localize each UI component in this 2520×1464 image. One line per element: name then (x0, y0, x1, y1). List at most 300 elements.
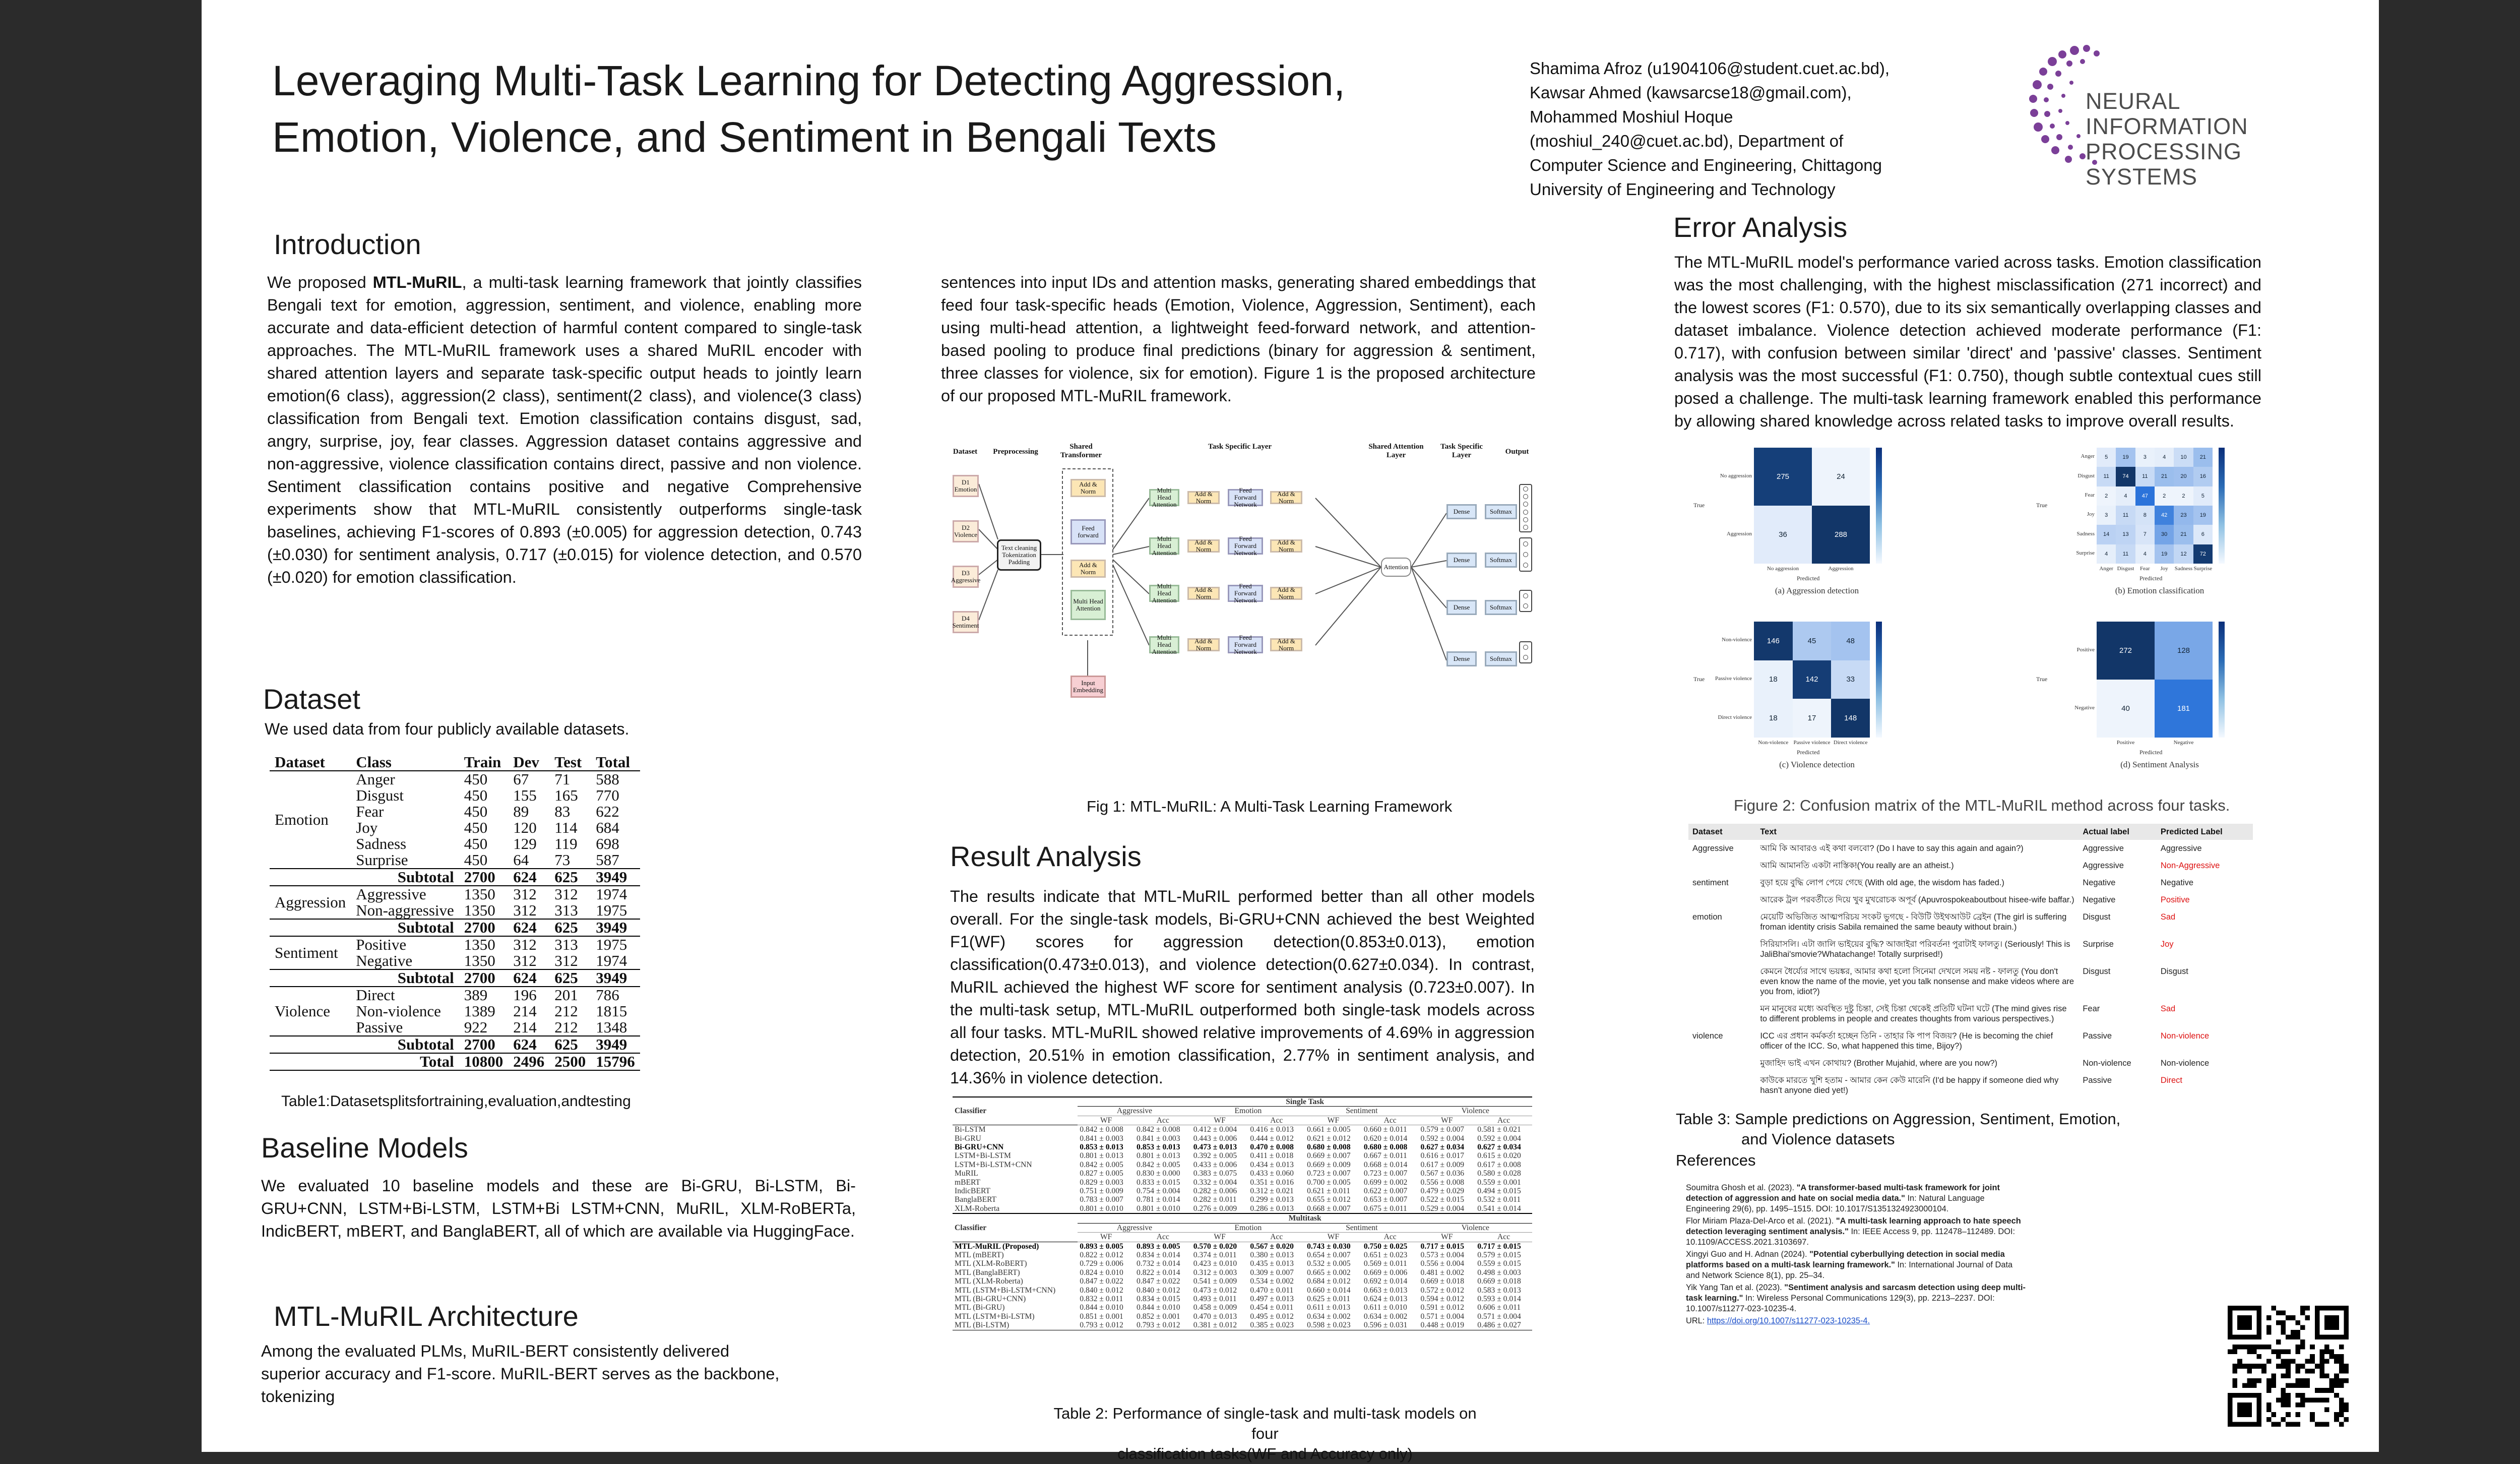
table-cell: 770 (596, 786, 619, 804)
results-cell: 0.717 ± 0.015 (1477, 1242, 1521, 1251)
cm-cell: 17 (1793, 699, 1832, 738)
results-metric-cell: Acc (1135, 1116, 1191, 1125)
results-cell: 0.827 ± 0.005 (1080, 1169, 1123, 1178)
samples-row (1688, 857, 2253, 874)
samples-row (1688, 840, 2253, 857)
samples-text-cell: বুড়া হয়ে বুদ্ধি লোপ পেয়ে গেছে (With old age, the wisdom has faded.) (1760, 878, 2004, 887)
results-cell: 0.834 ± 0.015 (1137, 1294, 1180, 1303)
cm-colorbar (2219, 622, 2225, 738)
samples-text-cell: মন মানুষের মধ্যে অবস্থিত দুষ্টু চিন্তা, সেই চিন্তা থেকেই প্রতিটি ঘটনা ঘটে (The mind gives rise to different problems in people and creates thoughts from various perspectives.) (1760, 1004, 2067, 1023)
results-cell: 0.783 ± 0.007 (1080, 1195, 1123, 1204)
table-cell: 1350 (464, 901, 495, 919)
samples-text-cell: কেমনে ধৈর্য্যের সাথে ভয়ঙ্কর, আমার কথা হলো সিনেমা দেখলে সময় নষ্ট - ফালতু (You don't even know the name of the movie, yet you talk nonsense and make videos where are you from, idiot?) (1760, 967, 2074, 996)
cm-row-label: Direct violence (1718, 714, 1752, 720)
fig-softmax: Softmax (1485, 600, 1517, 615)
table-cell: 1350 (464, 885, 495, 903)
architecture-heading: MTL-MuRIL Architecture (274, 1300, 579, 1332)
subtotal-row (270, 969, 640, 987)
table-cell: 450 (464, 786, 488, 804)
reference-item (1686, 1183, 2029, 1214)
architecture-text-2: sentences into input IDs and attention masks, generating shared embeddings that feed four task-specific heads (Emotion, Violence, Aggression, Sentiment), each using multi-head attention, a lightweight feed-forward network, and attention-based pooling to produce final predictions (binary for aggression & sentiment, three classes for violence, six for emotion). Figure 1 is the proposed architecture of our proposed MTL-MuRIL framework. (941, 273, 1536, 405)
references-heading: References (1676, 1151, 1756, 1169)
samples-actual-cell: Surprise (2083, 940, 2114, 949)
ref-url-label: URL: (1686, 1316, 1707, 1325)
results-cell: 0.312 ± 0.003 (1193, 1268, 1237, 1277)
results-cell: 0.493 ± 0.011 (1193, 1294, 1237, 1303)
cm-cell: 11 (2135, 467, 2155, 486)
table-cell: 622 (596, 803, 619, 820)
ref-authors: Flor Miriam Plaza-Del-Arco et al. (2021). (1686, 1216, 1836, 1226)
results-cell: 0.893 ± 0.005 (1080, 1242, 1123, 1251)
results-cell: 0.668 ± 0.014 (1363, 1160, 1408, 1169)
results-cell: 0.669 ± 0.006 (1363, 1268, 1408, 1277)
table-cell: Positive (356, 936, 407, 953)
table-cell: 684 (596, 819, 619, 836)
table-cell: 165 (554, 786, 578, 804)
cm-row-label: Non-violence (1722, 637, 1752, 643)
fig-head-ffn: Feed Forward Network (1228, 585, 1263, 602)
cm-row-label: Disgust (2077, 472, 2095, 479)
results-task-cell: Aggressive (1078, 1107, 1191, 1116)
ref-title: "Sentiment analysis and sarcasm detection using deep multi-task learning." (1686, 1283, 2026, 1303)
cm-cell: 42 (2155, 506, 2174, 525)
results-cell: XLM-Roberta (953, 1204, 1078, 1213)
error-text: The MTL-MuRIL model's performance varied across tasks. Emotion classification was the most challenging, with the highest misclassification (271 incorrect) and the lowest scores (F1: 0.570), due to its six semantically overlapping classes and dataset imbalance. Violence detection achieved moderate performance (F1: 0.717), with confusion between similar 'direct' and 'passive' classes. Sentiment analysis was the most successful (F1: 0.750), though subtle contextual cues still posed a challenge. The multi-task learning framework enabled this performance by allowing shared knowledge across related tasks to improve overall results. (1674, 253, 2261, 430)
samples-actual-cell: Passive (2083, 1076, 2112, 1085)
results-cell: MTL (Bi-GRU+CNN) (955, 1294, 1026, 1303)
results-cell: 0.692 ± 0.014 (1363, 1277, 1408, 1286)
results-cell: 0.660 ± 0.014 (1307, 1286, 1351, 1295)
fig-output-node (1523, 541, 1528, 546)
results-cell: 0.596 ± 0.031 (1362, 1321, 1419, 1330)
table-cell: 450 (464, 803, 488, 820)
results-cell: 0.732 ± 0.014 (1137, 1259, 1180, 1268)
results-cell: MTL-MuRIL (Proposed) (955, 1242, 1039, 1251)
results-cell: 0.351 ± 0.016 (1250, 1178, 1294, 1187)
fig-output-node (1523, 593, 1528, 598)
results-section-row (953, 1097, 1532, 1107)
results-task-cell: Emotion (1191, 1223, 1305, 1232)
samples-actual-cell: Disgust (2083, 967, 2111, 976)
cm-cell: 18 (1754, 699, 1793, 738)
results-task-cell: Sentiment (1305, 1107, 1418, 1116)
results-cell: 0.571 ± 0.004 (1420, 1312, 1465, 1321)
table-cell: 71 (554, 770, 571, 788)
fig-enc-mha: Multi Head Attention (1073, 597, 1103, 612)
results-cell: 0.412 ± 0.004 (1193, 1125, 1237, 1134)
table-cell: 1348 (596, 1018, 627, 1036)
fig-output-node (1523, 603, 1528, 608)
table-cell: 312 (513, 901, 537, 919)
table-header-cell: Train (459, 754, 509, 771)
cm-cell: 21 (2193, 448, 2213, 467)
samples-predicted-cell: Disgust (2160, 967, 2188, 976)
ref-rest: In: Natural Language Engineering 29(6), pp. 1495–1515. DOI: 10.1017/S1351324923000104. (1686, 1194, 1985, 1213)
table-cell: 2700 (459, 1036, 509, 1053)
fig-output-nodes (1519, 484, 1532, 532)
results-cell: 0.620 ± 0.014 (1363, 1134, 1408, 1143)
results-cell: 0.793 ± 0.012 (1135, 1321, 1191, 1330)
samples-caption-2: and Violence datasets (1741, 1130, 1895, 1148)
fig-head-ffn: Feed Forward Network (1228, 537, 1263, 555)
title-line-1: Leveraging Multi-Task Learning for Detecting Aggression, (272, 57, 1346, 104)
fig-preprocessing: Text cleaning Tokenization Padding (1001, 544, 1037, 566)
results-cell: 0.534 ± 0.002 (1250, 1277, 1294, 1286)
table-cell: 588 (596, 770, 619, 788)
results-cell: BanglaBERT (955, 1195, 997, 1204)
results-cell: 0.842 ± 0.005 (1137, 1160, 1180, 1169)
cm-col-label: Anger (2099, 566, 2113, 572)
results-row (953, 1151, 1532, 1160)
results-row (953, 1187, 1532, 1195)
table-cell: 1815 (596, 1002, 627, 1020)
fig-col-dataset: Dataset (953, 448, 978, 456)
results-row (953, 1242, 1532, 1251)
results-cell: 0.380 ± 0.013 (1250, 1250, 1294, 1259)
results-row (953, 1204, 1532, 1213)
cm-row-label: Anger (2081, 453, 2095, 460)
fig-dataset-d3: D3 Aggressive (951, 569, 981, 584)
cm-cell: 11 (2097, 467, 2116, 486)
results-cell: 0.592 ± 0.004 (1420, 1134, 1465, 1143)
results-cell: 0.699 ± 0.002 (1363, 1178, 1408, 1187)
fig-output-node (1523, 486, 1528, 492)
samples-header-cell: Predicted Label (2157, 824, 2253, 840)
ref-rest: In: International Journal of Data and Network Science 8(1), pp. 25–34. (1686, 1260, 2013, 1280)
cm-colorbar (1876, 448, 1882, 564)
samples-text-cell: আমি আমানতি একটা নাস্তিক!(You really are an atheist.) (1760, 861, 1954, 870)
dataset-group-name: Violence (275, 1002, 331, 1020)
samples-actual-cell: Passive (2083, 1031, 2112, 1041)
results-metric-cell: WF (1419, 1233, 1476, 1242)
results-cell: 0.522 ± 0.015 (1420, 1195, 1465, 1204)
table-cell (270, 1053, 351, 1070)
results-cell: 0.832 ± 0.011 (1080, 1294, 1123, 1303)
samples-row (1688, 908, 2253, 936)
results-cell: 0.624 ± 0.013 (1363, 1294, 1408, 1303)
author-line: University of Engineering and Technology (1530, 180, 1836, 199)
results-cell: 0.473 ± 0.013 (1193, 1143, 1237, 1152)
samples-row (1688, 1000, 2253, 1027)
arch-line-2: superior accuracy and F1-score. MuRIL-BERT serves as the backbone, tokenizing (261, 1365, 780, 1406)
results-cell: 0.781 ± 0.014 (1137, 1195, 1180, 1204)
results-row (953, 1195, 1532, 1204)
samples-row (1688, 1072, 2253, 1099)
cm-cell: 4 (2155, 448, 2174, 467)
fig-dataset-d4: D4 Sentiment (952, 615, 979, 629)
results-cell: 0.665 ± 0.002 (1307, 1268, 1351, 1277)
table-cell: Direct (356, 986, 395, 1004)
cm-col-label: Negative (2173, 740, 2194, 746)
results-cell: 0.433 ± 0.006 (1193, 1160, 1237, 1169)
results-cell: 0.834 ± 0.014 (1137, 1250, 1180, 1259)
results-section-label: Single Task (1078, 1097, 1532, 1107)
table-cell (270, 869, 351, 886)
results-cell: 0.572 ± 0.012 (1420, 1286, 1465, 1295)
ref-url-link[interactable]: https://doi.org/10.1007/s11277-023-10235-4. (1707, 1316, 1870, 1325)
results-cell: 0.381 ± 0.012 (1191, 1321, 1248, 1330)
fig-head-addnorm-2: Add & Norm (1270, 491, 1302, 504)
results-cell: 0.680 ± 0.008 (1363, 1143, 1408, 1152)
cm-cell: 181 (2155, 680, 2213, 738)
table-cell: 212 (554, 1018, 578, 1036)
results-cell: 0.801 ± 0.013 (1137, 1151, 1180, 1161)
table-cell: 214 (513, 1018, 537, 1036)
results-cell: 0.591 ± 0.012 (1420, 1303, 1465, 1312)
results-metric-cell: WF (1078, 1233, 1135, 1242)
table-cell: 114 (554, 819, 578, 836)
cm-cell: 36 (1754, 506, 1812, 564)
results-cell: MTL (Bi-GRU) (955, 1303, 1005, 1312)
dataset-table-caption: Table1:Datasetsplitsfortraining,evaluation,andtesting (281, 1093, 631, 1110)
results-cell: Bi-LSTM (955, 1125, 986, 1134)
samples-row (1688, 936, 2253, 963)
logo-line-1: NEURAL INFORMATION (2086, 88, 2248, 139)
results-task-cell: Aggressive (1078, 1223, 1191, 1232)
cm-col-label: Aggression (1828, 566, 1854, 572)
baseline-heading: Baseline Models (261, 1132, 468, 1164)
results-metric-cell: Acc (1362, 1116, 1419, 1125)
table-cell: 312 (554, 952, 578, 969)
confusion-figure (1693, 444, 2359, 786)
table-cell: 3949 (591, 969, 640, 987)
cm-cell: 23 (2174, 506, 2193, 525)
results-cell: 0.567 ± 0.036 (1420, 1169, 1465, 1178)
results-cell: 0.654 ± 0.007 (1307, 1250, 1351, 1259)
cm-violence (1693, 618, 1966, 784)
table-cell: 450 (464, 835, 488, 852)
results-cell: 0.433 ± 0.060 (1250, 1169, 1294, 1178)
error-heading: Error Analysis (1673, 211, 1848, 243)
fig-head-addnorm: Add & Norm (1187, 587, 1220, 600)
results-metric-cell: WF (1305, 1116, 1362, 1125)
table-cell: Subtotal (351, 919, 459, 936)
results-table-caption (1048, 1404, 1482, 1464)
results-cell: 0.750 ± 0.025 (1363, 1242, 1408, 1251)
results-cell: 0.669 ± 0.009 (1307, 1160, 1351, 1169)
fig-col-shared: Shared Transformer (1060, 443, 1102, 459)
results-cell: 0.498 ± 0.003 (1477, 1268, 1521, 1277)
results-cell: 0.627 ± 0.034 (1420, 1143, 1465, 1152)
results-cell: MuRIL (955, 1169, 978, 1178)
fig-output-node (1523, 525, 1528, 530)
reference-item (1686, 1216, 2029, 1248)
cm-cell: 288 (1812, 506, 1870, 564)
table-cell: 201 (554, 986, 578, 1004)
results-caption-1: Table 2: Performance of single-task and multi-task models on four (1053, 1405, 1477, 1442)
results-cell: 0.847 ± 0.022 (1080, 1277, 1123, 1286)
results-cell: LSTM+Bi-LSTM+CNN (955, 1160, 1032, 1169)
table-cell: 625 (549, 919, 591, 936)
table-cell: 214 (513, 1002, 537, 1020)
results-cell: 0.583 ± 0.013 (1477, 1286, 1521, 1295)
samples-text-cell: আমি কি আবারও এই কথা বলবো? (Do I have to say this again and again?) (1760, 844, 2024, 853)
table-cell: 625 (549, 869, 591, 886)
table-cell: 450 (464, 851, 488, 869)
cm-cell: 40 (2097, 680, 2155, 738)
samples-text-cell: কাউকে মারতে খুশি হতাম - আমার কেন কেউ মারেনি (I'd be happy if someone died why hasn't anyone died yet!) (1760, 1076, 2059, 1095)
cm-cell: 24 (1812, 448, 1870, 506)
cm-cell: 21 (2174, 525, 2193, 544)
results-cell: 0.668 ± 0.007 (1305, 1204, 1362, 1213)
dataset-text: We used data from four publicly available datasets. (265, 720, 629, 738)
results-cell: 0.680 ± 0.008 (1307, 1143, 1351, 1152)
table-cell: Disgust (356, 786, 404, 804)
table-cell: 1975 (596, 936, 627, 953)
results-cell: 0.822 ± 0.012 (1080, 1250, 1123, 1259)
ref-title: "A transformer-based multi-task framework for joint detection of aggression and hate on social media data." (1686, 1183, 2000, 1203)
fig-softmax: Softmax (1485, 504, 1517, 519)
results-cell: 0.579 ± 0.015 (1477, 1250, 1521, 1259)
results-cell: LSTM+Bi-LSTM (955, 1151, 1011, 1161)
cm-col-label: Joy (2160, 566, 2168, 572)
results-cell: 0.570 ± 0.020 (1193, 1242, 1237, 1251)
results-cell: MTL (mBERT) (955, 1250, 1004, 1259)
table-cell: 120 (513, 819, 537, 836)
table-row (270, 886, 640, 902)
fig-dataset-d2: D2 Violence (954, 524, 978, 538)
table-cell: 3949 (591, 1036, 640, 1053)
fig-head-addnorm-2: Add & Norm (1270, 638, 1302, 651)
cm-xlabel: Predicted (2139, 749, 2163, 756)
table-cell: 2500 (549, 1053, 591, 1070)
results-row (953, 1295, 1532, 1303)
dataset-table-wrap (270, 754, 640, 1071)
results-cell: 0.592 ± 0.004 (1477, 1134, 1521, 1143)
results-cell: 0.793 ± 0.012 (1078, 1321, 1135, 1330)
fig-output-node (1523, 655, 1528, 660)
samples-dataset-cell (1688, 1000, 1756, 1027)
results-table-wrap (953, 1096, 1532, 1330)
baseline-text: We evaluated 10 baseline models and these are Bi-GRU, Bi-LSTM, Bi-GRU+CNN, LSTM+Bi-LSTM, LSTM+Bi LSTM+CNN, MuRIL, XLM-RoBERTa, IndicBERT, mBERT, and BanglaBERT, all of which are available via HuggingFace. (261, 1177, 856, 1240)
fig-head-addnorm: Add & Norm (1187, 539, 1220, 553)
results-metric-cell: WF (1078, 1116, 1135, 1125)
results-cell: 0.434 ± 0.013 (1250, 1160, 1294, 1169)
cm-cell: 3 (2097, 506, 2116, 525)
fig-head-mha: Multi Head Attention (1149, 585, 1179, 602)
dataset-group-name: Emotion (275, 811, 329, 828)
results-cell: 0.754 ± 0.004 (1137, 1187, 1180, 1196)
results-section-label: Multitask (1078, 1213, 1532, 1223)
cm-cell: 7 (2135, 525, 2155, 544)
results-cell: 0.801 ± 0.010 (1135, 1204, 1191, 1213)
results-metric-cell: WF (1419, 1116, 1476, 1125)
results-cell: 0.723 ± 0.007 (1363, 1169, 1408, 1178)
results-cell: 0.309 ± 0.007 (1250, 1268, 1294, 1277)
cm-cell: 6 (2193, 525, 2213, 544)
fig-output-node (1523, 552, 1528, 557)
results-cell: 0.470 ± 0.011 (1250, 1286, 1294, 1295)
samples-predicted-cell: Aggressive (2160, 844, 2202, 853)
architecture-text-1 (261, 1340, 856, 1408)
fig-head-mha: Multi Head Attention (1149, 489, 1179, 506)
table-cell: Total (351, 1053, 459, 1070)
cm-aggression (1693, 444, 1966, 610)
dataset-group-name: Aggression (275, 893, 346, 911)
table-cell: Non-violence (356, 1002, 441, 1020)
results-cell: 0.416 ± 0.013 (1250, 1125, 1294, 1134)
results-cell: 0.532 ± 0.005 (1307, 1259, 1351, 1268)
cm-row-label: Surprise (2076, 550, 2095, 556)
results-cell: 0.541 ± 0.009 (1193, 1277, 1237, 1286)
results-cell: 0.840 ± 0.012 (1080, 1286, 1123, 1295)
table-cell: 10800 (459, 1053, 509, 1070)
results-cell: MTL (XLM-RoBERT) (955, 1259, 1027, 1268)
fig-col-task: Task Specific Layer (1208, 443, 1272, 451)
results-cell: 0.622 ± 0.007 (1363, 1187, 1408, 1196)
fig-head-addnorm: Add & Norm (1187, 491, 1220, 504)
results-cell: 0.579 ± 0.007 (1420, 1125, 1465, 1134)
samples-dataset-cell: Aggressive (1692, 844, 1734, 853)
results-cell: MTL (XLM-Roberta) (955, 1277, 1023, 1286)
table-cell: 624 (508, 1036, 549, 1053)
table-cell: Passive (356, 1018, 403, 1036)
results-cell: 0.458 ± 0.009 (1193, 1303, 1237, 1312)
cm-row-label: Fear (2085, 492, 2095, 498)
fig-col-out: Output (1505, 448, 1529, 456)
results-cell: 0.717 ± 0.015 (1420, 1242, 1465, 1251)
cm-cell: 18 (1754, 660, 1793, 699)
results-cell: mBERT (955, 1178, 981, 1187)
results-metric-cell: Acc (1475, 1116, 1532, 1125)
fig-head-ffn: Feed Forward Network (1228, 636, 1263, 653)
results-cell: 0.743 ± 0.030 (1307, 1242, 1351, 1251)
author-line: (moshiul_240@cuet.ac.bd), Department of (1530, 132, 1844, 150)
arch-line-1: Among the evaluated PLMs, MuRIL-BERT consistently delivered (261, 1342, 730, 1360)
cm-row-label: Aggression (1726, 530, 1752, 537)
fig-head-ffn: Feed Forward Network (1228, 489, 1263, 506)
fig-col-pre: Preprocessing (993, 448, 1038, 456)
results-classifier-head: Classifier (953, 1213, 1078, 1242)
results-cell: 0.660 ± 0.011 (1363, 1125, 1407, 1134)
table-cell: 129 (513, 835, 537, 852)
table-cell: Subtotal (351, 869, 459, 886)
results-cell: 0.801 ± 0.013 (1080, 1151, 1123, 1161)
results-cell: 0.581 ± 0.021 (1477, 1125, 1521, 1134)
table-cell: 625 (549, 969, 591, 987)
fig-head-mha: Multi Head Attention (1149, 636, 1179, 653)
ref-rest: In: IEEE Access 9, pp. 112478–112489. DOI: 10.1109/ACCESS.2021.3103697. (1686, 1227, 2015, 1247)
cm-ylabel: True (2036, 676, 2048, 683)
results-cell: 0.669 ± 0.007 (1307, 1151, 1351, 1161)
results-cell: 0.842 ± 0.005 (1080, 1160, 1123, 1169)
table-cell: 64 (513, 851, 529, 869)
intro-post: , a multi-task learning framework that jointly classifies Bengali text for emotion, aggression, sentiment, and violence, enabling more accurate and data-efficient detection of harmful content compared to single-task approaches. The MTL-MuRIL framework uses a shared MuRIL encoder with shared attention layers and separate task-specific output heads to jointly learn emotion(6 class), aggression(2 class), sentiment(2 class), and violence(3 class) classification from Bengali text. Emotion classification contains disgust, sad, angry, surprise, joy, fear classes. Aggression dataset contains aggressive and non-aggressive, violence classification contains direct, passive and non violence. Sentiment classification contains positive and negative Comprehensive experiments show that MTL-MuRIL consistently outperforms single-task baselines, achieving F1-scores of 0.893 (±0.005) for aggression detection, 0.743 (±0.030) for sentiment analysis, 0.717 (±0.015) for violence detection, and 0.570 (±0.020) for emotion classification. (267, 273, 862, 586)
results-cell: 0.840 ± 0.012 (1137, 1286, 1180, 1295)
cm-row-label: Joy (2087, 511, 2095, 518)
results-cell: 0.844 ± 0.010 (1137, 1303, 1180, 1312)
subtotal-row (270, 1036, 640, 1053)
results-cell: 0.495 ± 0.012 (1250, 1312, 1294, 1321)
author-line: Mohammed Moshiul Hoque (1530, 107, 1733, 126)
results-cell: 0.443 ± 0.006 (1193, 1134, 1237, 1143)
cm-cell: 128 (2155, 622, 2213, 680)
results-cell: 0.634 ± 0.002 (1307, 1312, 1351, 1321)
results-cell: 0.851 ± 0.001 (1080, 1312, 1123, 1321)
table-cell: 922 (464, 1018, 488, 1036)
samples-actual-cell: Aggressive (2083, 861, 2124, 870)
cm-cell: 8 (2135, 506, 2155, 525)
table-row (270, 771, 640, 787)
logo-line-2: PROCESSING SYSTEMS (2086, 139, 2242, 190)
results-cell: 0.559 ± 0.001 (1477, 1178, 1521, 1187)
author-block (1530, 56, 1983, 202)
table-cell: 698 (596, 835, 619, 852)
table-cell: 83 (554, 803, 571, 820)
table-cell: 312 (513, 936, 537, 953)
poster (202, 0, 2379, 1462)
cm-col-label: Positive (2116, 740, 2135, 746)
